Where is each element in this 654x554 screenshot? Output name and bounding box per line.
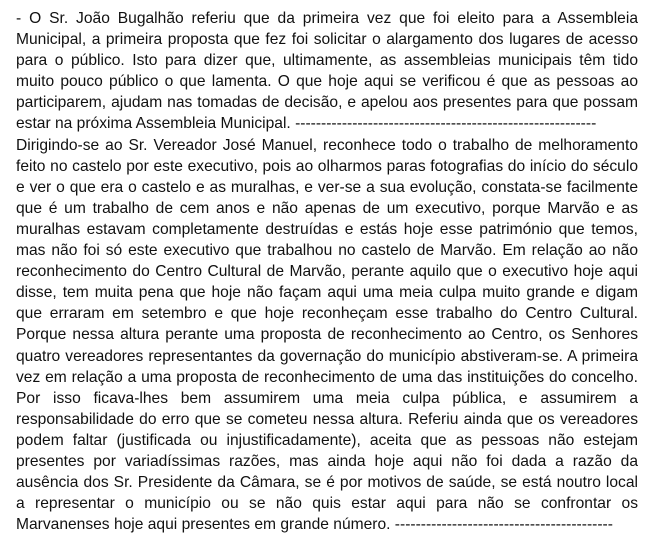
text-line: e ver o que era o castelo e as muralhas, e ver-se a sua evolução, constata-se facilmente [16,178,638,196]
text-line: quatro vereadores representantes da governação do município abstiveram-se. A primeira [16,347,638,365]
text-line: que erraram em setembro e que hoje reconheçam esse trabalho do Centro Cultural. [16,305,638,323]
text-line: ausência dos Sr. Presidente da Câmara, se é por motivos de saúde, se está noutro local [16,474,638,492]
text-line: vez em relação a uma proposta de reconhecimento de uma das instituições do concelho. [16,368,638,386]
text-line: feito no castelo por este executivo, pois ao olharmos paras fotografias do início do século [16,157,638,175]
paragraph [16,8,638,135]
text-line: a representar o município ou se não quis estar aqui para não se confrontar os [16,495,638,513]
text-line: que é um trabalho de cem anos e não apenas de um executivo, porque Marvão e as [16,199,638,217]
text-line: Por isso ficava-lhes bem assumirem uma meia culpa pública, e assumirem a [16,389,638,407]
text-line: para o público. Isto para dizer que, ultimamente, as assembleias municipais têm tido [16,52,638,70]
text-line: presentes por variadíssimas razões, mas ainda hoje aqui não foi dada a razão da [16,452,638,470]
text-line: mas não foi só este executivo que trabalhou no castelo de Marvão. Em relação ao não [16,242,638,260]
text-line: responsabilidade do erro que se cometeu nessa altura. Referiu ainda que os vereadores [16,410,638,428]
text-line: Porque nessa altura perante uma proposta de reconhecimento ao Centro, os Senhores [16,326,638,344]
text-line: - O Sr. João Bugalhão referiu que da primeira vez que foi eleito para a Assembleia [16,10,638,27]
document-body [16,8,638,535]
text-line: muito pouco público o que lamenta. O que hoje aqui se verificou é que as pessoas ao [16,73,638,91]
text-line: disse, tem muita pena que hoje não façam aqui uma meia culpa muito grande e digam [16,284,638,302]
paragraph [16,135,638,536]
text-line: Marvanenses hoje aqui presentes em grande número. ------------------------------------------ [16,516,613,534]
text-line: participarem, ajudam nas tomadas de decisão, e apelou aos presentes para que possam [16,94,638,112]
text-line: muralhas estavam completamente destruídas e estás hoje esse património que temos, [16,220,638,238]
text-line: estar na próxima Assembleia Municipal. ---------------------------------------------------------- [16,115,597,133]
text-line: Municipal, a primeira proposta que fez foi solicitar o alargamento dos lugares de acesso [16,31,638,49]
text-line: Dirigindo-se ao Sr. Vereador José Manuel, reconhece todo o trabalho de melhoramento [16,136,638,154]
text-line: reconhecimento do Centro Cultural de Marvão, perante aquilo que o executivo hoje aqui [16,263,638,281]
text-line: podem faltar (justificada ou injustificadamente), aceita que as pessoas não estejam [16,431,638,449]
